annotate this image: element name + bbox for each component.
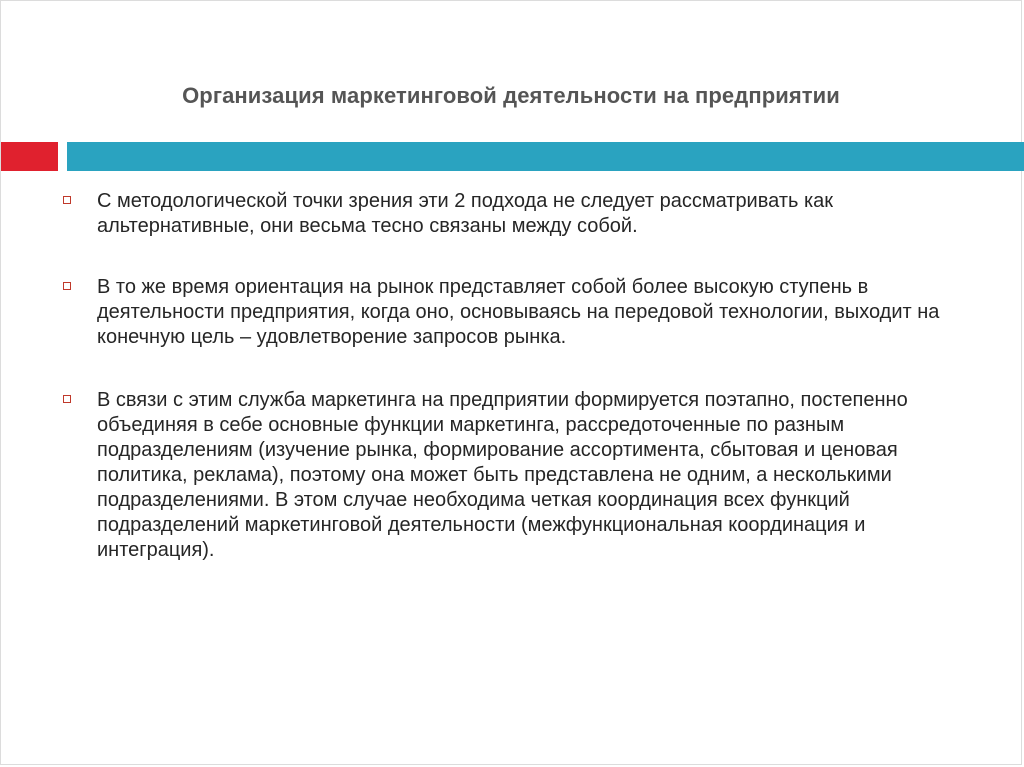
- bullet-text-1: С методологической точки зрения эти 2 подхода не следует рассматривать как альтернативные, они весьма тесно связаны между собой.: [97, 190, 834, 237]
- bullet-item-3: [63, 388, 963, 563]
- bullet-item-1: [63, 189, 963, 239]
- hollow-square-icon: [63, 196, 71, 204]
- bullet-list: [63, 189, 963, 599]
- accent-band-red: [1, 142, 58, 171]
- hollow-square-icon: [63, 282, 71, 290]
- slide-title: Организация маркетинговой деятельности на предприятии: [182, 83, 840, 108]
- bullet-item-2: [63, 275, 963, 350]
- bullet-text-2: В то же время ориентация на рынок представляет собой более высокую ступень в деятельности предприятия, когда оно, основываясь на передовой технологии, выходит на конечную цель – удовлетворение запросов рынка.: [97, 276, 940, 348]
- hollow-square-icon: [63, 395, 71, 403]
- accent-band-blue: [67, 142, 1024, 171]
- bullet-text-3: В связи с этим служба маркетинга на предприятии формируется поэтапно, постепенно объединяя в себе основные функции маркетинга, рассредоточенные по разным подразделениям (изучение рынка, формирование ассортимента, сбытовая и ценовая политика, реклама), поэтому она может быть представлена не одним, а несколькими подразделениями. В этом случае необходима четкая координация всех функций подразделений маркетинговой деятельности (межфункциональная координация и интеграция).: [97, 389, 908, 561]
